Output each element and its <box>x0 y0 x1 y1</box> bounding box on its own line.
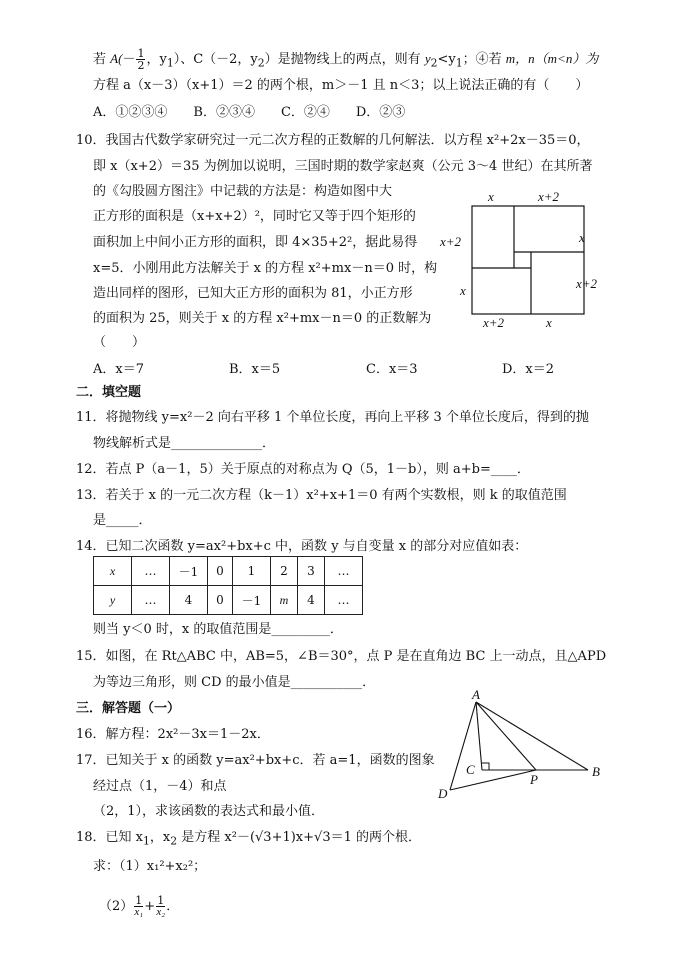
table-cell: 4 <box>170 586 208 615</box>
text: 若 <box>93 52 107 67</box>
q10-option-a: A．x＝7 <box>93 362 144 377</box>
q9-line1: 若 A(－ $\frac{1}{2}$ ，$y_1$）、C（－2，$y_2$）是抛物线上的两点，则有 $y_2<y_1$；④若 m，n（m<n）为 <box>93 47 599 72</box>
q15-line-2: 为等边三角形，则 CD 的最小值是___________． <box>93 675 376 690</box>
q15-line-1: 15．如图，在 Rt△ABC 中，AB=5，∠B＝30°，点 P 是在直角边 BC 上一动点，且△APD <box>76 649 607 664</box>
table-cell: －1 <box>170 557 208 586</box>
q12: 12．若点 P（a－1，5）关于原点的对称点为 Q（5，1－b），则 a+b=____． <box>76 462 530 477</box>
q13-line-1: 13．若关于 x 的一元二次方程（k－1）x²+x+1＝0 有两个实数根，则 k 的取值范围 <box>76 488 567 503</box>
q13-line-2: 是_____． <box>93 513 152 528</box>
label-top-x2: x+2 <box>538 189 560 204</box>
q18-line-1: 18．已知 $x_1$，$x_2$ 是方程 x²－(√3+1)x+√3＝1 的两个根． <box>76 830 421 848</box>
frac-den: x₂ <box>156 906 166 918</box>
section-answers: 三．解答题（一） <box>76 701 181 716</box>
text: ；④若 <box>462 52 502 67</box>
q11-line-1: 11．将抛物线 y=x²－2 向右平移 1 个单位长度，再向上平移 3 个单位长度后，得到的抛 <box>76 410 589 425</box>
q9-line2: 方程 a（x－3）（x+1）＝2 的两个根，m＞－1 且 n＜3；以上说法正确的有（ ） <box>93 78 589 93</box>
q10-option-d: D．x＝2 <box>502 362 555 377</box>
text: ． <box>166 899 180 914</box>
table-cell: 0 <box>208 586 233 615</box>
table-row <box>94 557 363 586</box>
label-right-x2: x+2 <box>576 276 598 291</box>
table-cell: 3 <box>298 557 325 586</box>
q10-line-7: 造出同样的图形，已知大正方形的面积为 81，小正方形 <box>93 286 413 301</box>
table-cell: －1 <box>233 586 271 615</box>
table-cell: y <box>94 586 132 615</box>
frac-num: 1 <box>135 894 143 907</box>
q10-option-c: C．x＝3 <box>366 362 418 377</box>
q18-part2 <box>99 892 179 922</box>
text: ，y <box>146 52 167 67</box>
side-AP <box>476 702 536 770</box>
side-DP <box>450 770 536 790</box>
fraction <box>136 48 145 71</box>
q17-line-1: 17．已知关于 x 的函数 y=ax²+bx+c．若 a=1，函数的图象 <box>76 753 435 768</box>
text: ，x <box>149 830 171 845</box>
q14-intro: 14．已知二次函数 y=ax²+bx+c 中，函数 y 与自变量 x 的部分对应值如表： <box>76 539 528 554</box>
text: A( <box>110 51 123 66</box>
text: m，n（m<n）为 <box>505 51 599 66</box>
table-cell: … <box>325 557 363 586</box>
q10-line-5: 面积加上中间小正方形的面积，即 4×35+2²，据此易得 <box>93 235 418 250</box>
text: + <box>144 899 156 914</box>
section-fill-blank: 二．填空题 <box>76 385 142 400</box>
q10-option-b: B．x＝5 <box>229 362 281 377</box>
text: y <box>424 51 431 66</box>
value-table <box>93 556 363 615</box>
fraction-2 <box>156 895 165 918</box>
label-bottom-x: x <box>546 315 552 330</box>
text: 18．已知 x <box>76 830 144 845</box>
label-left-x2: x+2 <box>440 234 462 249</box>
text: ）是抛物线上的两点，则有 <box>264 52 421 67</box>
frac-num: 1 <box>137 47 145 60</box>
table-cell: x <box>94 557 132 586</box>
q10-line-6: x=5．小刚用此方法解关于 x 的方程 x²+mx－n＝0 时，构 <box>93 261 438 276</box>
table-cell: 1 <box>233 557 271 586</box>
q16: 16．解方程：2x²－3x＝1－2x． <box>76 727 270 742</box>
text: <y <box>437 52 456 67</box>
q10-line-2: 即 x（x+2）＝35 为例加以说明，三国时期的数学家赵爽（公元 3～4 世纪）在其所著 <box>93 159 593 174</box>
fraction-1 <box>134 895 143 918</box>
label-top-x: x <box>488 189 494 204</box>
table-cell: 0 <box>208 557 233 586</box>
q14-after: 则当 y＜0 时，x 的取值范围是_________． <box>93 622 343 637</box>
q11-line-2: 物线解析式是______________． <box>93 436 276 451</box>
triangle-figure <box>432 690 608 802</box>
q17-line-3: （2，1），求该函数的表达式和最小值． <box>93 804 325 819</box>
label-C: C <box>466 762 475 777</box>
label-B: B <box>592 764 600 779</box>
label-left-x: x <box>460 283 466 298</box>
q10-line-1: 10．我国古代数学家研究过一元二次方程的正数解的几何解法．以方程 x²+2x－35＝0， <box>76 133 590 148</box>
q18-ask: 求：（1）x₁²+x₂²； <box>93 859 207 874</box>
table-cell: … <box>325 586 363 615</box>
text: （2） <box>99 899 134 914</box>
table-cell: m <box>271 586 298 615</box>
frac-num: 1 <box>157 894 165 907</box>
q10-line-8: 的面积为 25，则关于 x 的方程 x²+mx－n＝0 的正数解为 <box>93 311 432 326</box>
label-P: P <box>530 772 538 787</box>
frac-den: x₁ <box>134 906 144 918</box>
square-figure <box>438 188 618 333</box>
q17-line-2: 经过点（1，－4）和点 <box>93 779 227 794</box>
text: 是方程 x²－(√3+1)x+√3＝1 的两个根． <box>177 830 421 845</box>
table-cell: … <box>132 586 170 615</box>
side-AB <box>476 702 588 770</box>
text: ）、C（－2，y <box>173 52 258 67</box>
side-AC <box>476 702 482 770</box>
outer-square <box>472 206 584 314</box>
q10-line-3: 的《勾股圆方图注》中记载的方法是：构造如图中大 <box>93 184 393 199</box>
right-angle-mark <box>482 763 489 770</box>
label-right-x: x <box>579 230 585 245</box>
table-row <box>94 586 363 615</box>
label-bottom-x2: x+2 <box>483 315 505 330</box>
label-A: A <box>472 690 480 702</box>
q10-line-4: 正方形的面积是（x+x+2）²，同时它又等于四个矩形的 <box>93 209 416 224</box>
table-cell: 4 <box>298 586 325 615</box>
table-cell: 2 <box>271 557 298 586</box>
frac-den: 2 <box>137 59 145 72</box>
table-cell: … <box>132 557 170 586</box>
label-D: D <box>438 786 448 801</box>
q9-options: A．①②③④ B．②③④ C．②④ D．②③ <box>93 105 406 120</box>
q10-line-9: （ ） <box>93 335 146 350</box>
